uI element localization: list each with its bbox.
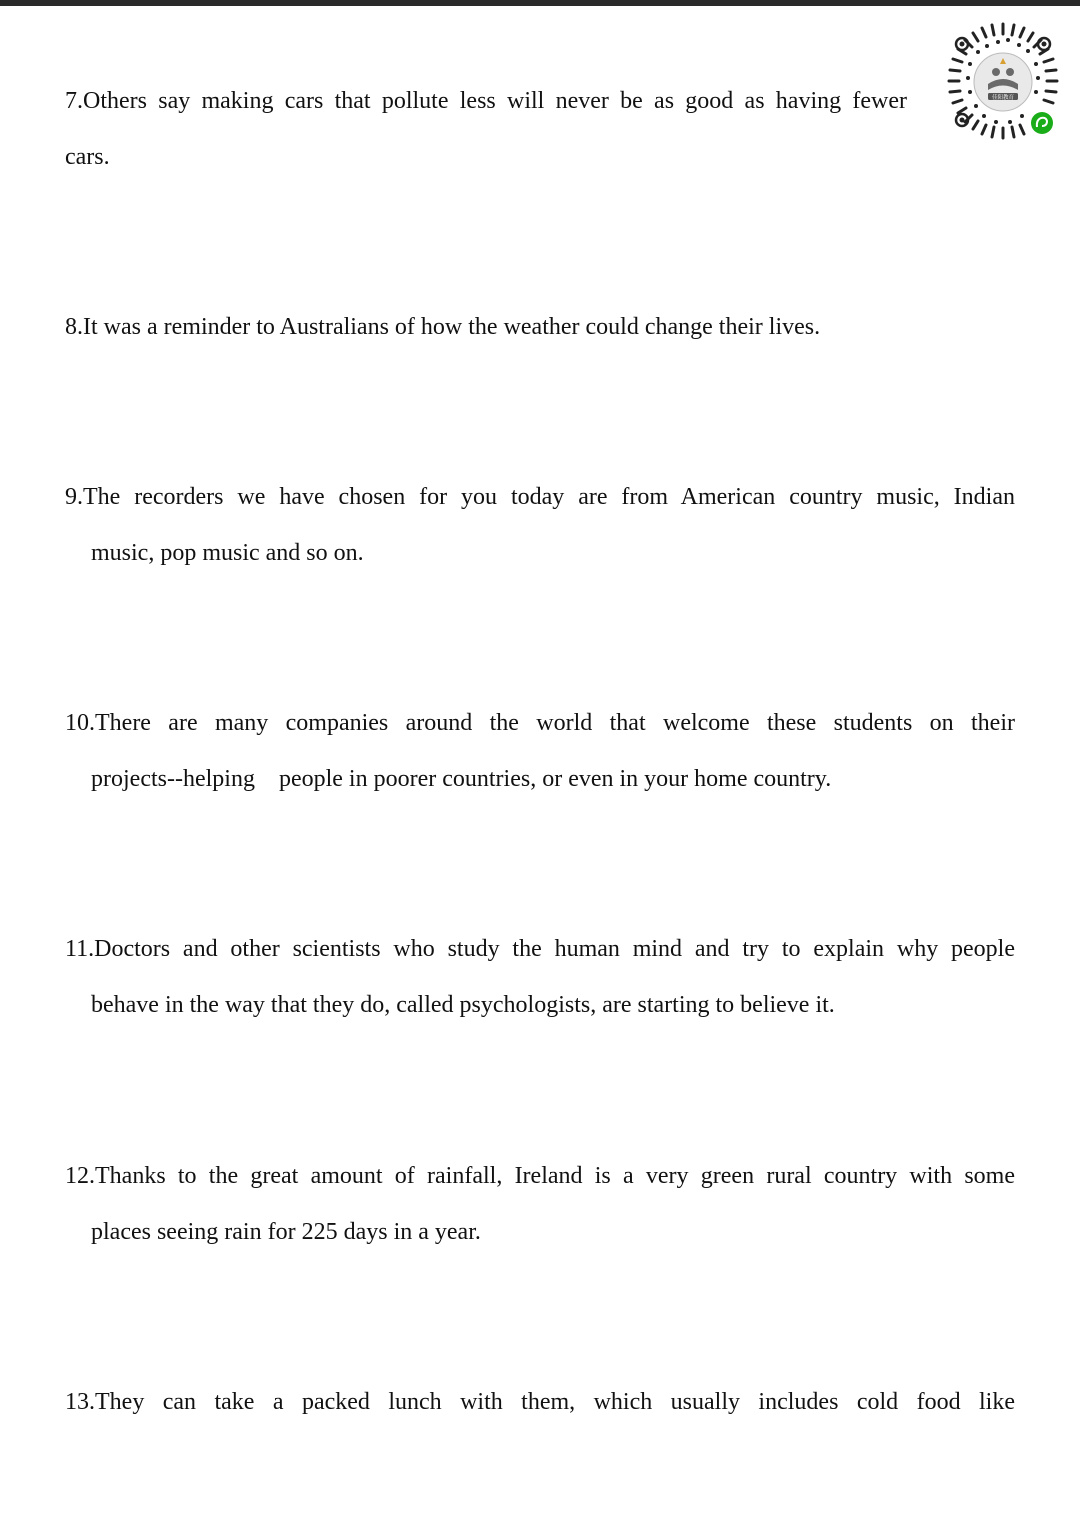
sentence-7 bbox=[65, 73, 907, 185]
sentence-line: music, pop music and so on. bbox=[91, 540, 364, 566]
sentence-line: 13.They can take a packed lunch with them, which usually includes cold food like bbox=[65, 1389, 1015, 1415]
sentence-line: 9.The recorders we have chosen for you today are from American country music, Indian bbox=[65, 484, 1015, 510]
sentence-10 bbox=[65, 695, 1015, 807]
sentence-13 bbox=[65, 1374, 1015, 1430]
sentence-line: cars. bbox=[65, 144, 110, 170]
sentence-line: 10.There are many companies around the world that welcome these students on their bbox=[65, 710, 1015, 736]
sentence-line: behave in the way that they do, called psychologists, are starting to believe it. bbox=[91, 992, 835, 1018]
sentence-line: 8.It was a reminder to Australians of how the weather could change their lives. bbox=[65, 314, 821, 340]
sentence-11 bbox=[65, 921, 1015, 1033]
sentence-12 bbox=[65, 1148, 1015, 1260]
sentence-9 bbox=[65, 469, 1015, 581]
qr-code-icon bbox=[940, 20, 1066, 146]
sentence-line: 12.Thanks to the great amount of rainfall, Ireland is a very green rural country with some bbox=[65, 1163, 1015, 1189]
qr-center-text: 佳阳教育 bbox=[991, 95, 1015, 101]
top-border bbox=[0, 0, 1080, 6]
sentence-line: places seeing rain for 225 days in a year. bbox=[91, 1219, 481, 1245]
sentence-line: 7.Others say making cars that pollute less will never be as good as having fewer bbox=[65, 88, 907, 114]
sentence-line: projects--helping people in poorer countries, or even in your home country. bbox=[91, 766, 832, 792]
sentence-line: 11.Doctors and other scientists who study the human mind and try to explain why people bbox=[65, 936, 1015, 962]
sentence-8 bbox=[65, 299, 1015, 355]
